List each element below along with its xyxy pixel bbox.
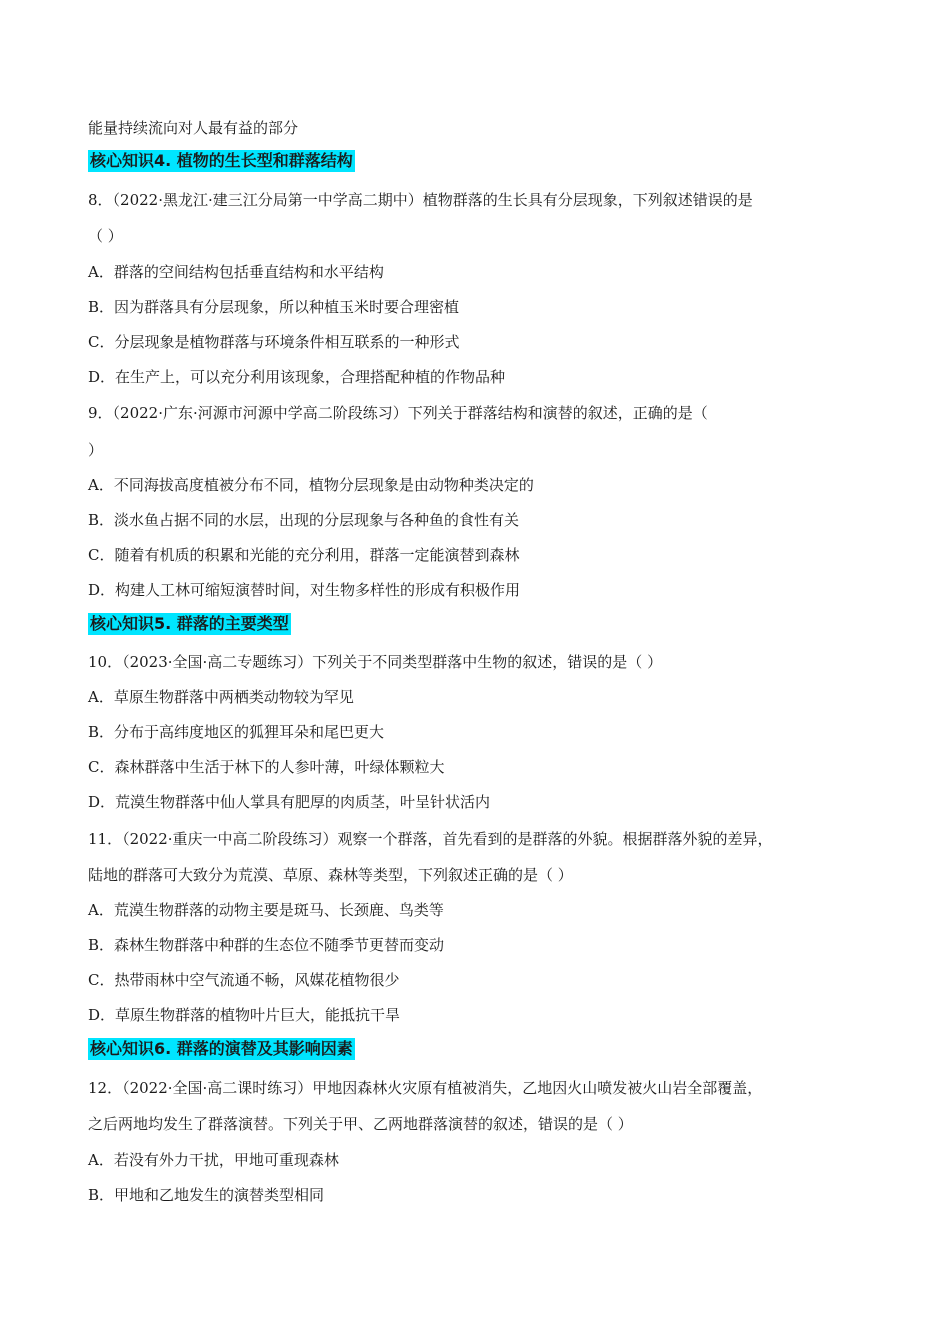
option-d: D．草原生物群落的植物叶片巨大，能抵抗干旱 — [88, 1006, 401, 1024]
option-b: B．淡水鱼占据不同的水层，出现的分层现象与各种鱼的食性有关 — [88, 511, 520, 529]
option-d: D．荒漠生物群落中仙人掌具有肥厚的肉质茎，叶呈针状活内 — [88, 793, 491, 811]
section-heading-6: 核心知识6. 群落的演替及其影响因素 — [90, 1039, 353, 1058]
option-d: D．在生产上，可以充分利用该现象，合理搭配种植的作物品种 — [88, 368, 506, 386]
option-a: A．若没有外力干扰，甲地可重现森林 — [88, 1151, 339, 1169]
option-b: B．甲地和乙地发生的演替类型相同 — [88, 1186, 325, 1204]
question-stem: 10．（2023·全国·高二专题练习）下列关于不同类型群落中生物的叙述，错误的是（ ） — [88, 653, 663, 671]
question-stem-cont: 陆地的群落可大致分为荒漠、草原、森林等类型，下列叙述正确的是（ ） — [88, 866, 573, 884]
continuation-text: 能量持续流向对人最有益的部分 — [88, 119, 299, 137]
option-a: A．草原生物群落中两栖类动物较为罕见 — [88, 688, 354, 706]
option-a: A．群落的空间结构包括垂直结构和水平结构 — [88, 263, 384, 281]
option-c: C．随着有机质的积累和光能的充分利用，群落一定能演替到森林 — [88, 546, 520, 564]
question-stem-cont: ） — [88, 441, 104, 459]
question-stem: 8．（2022·黑龙江·建三江分局第一中学高二期中）植物群落的生长具有分层现象，下列叙述错误的是 — [88, 191, 753, 209]
question-stem: 9．（2022·广东·河源市河源中学高二阶段练习）下列关于群落结构和演替的叙述，正确的是（ — [88, 404, 708, 422]
question-stem: 12．（2022·全国·高二课时练习）甲地因森林火灾原有植被消失，乙地因火山喷发被火山岩全部覆盖， — [88, 1079, 763, 1097]
section-heading-4: 核心知识4. 植物的生长型和群落结构 — [90, 151, 353, 170]
question-stem-cont: 之后两地均发生了群落演替。下列关于甲、乙两地群落演替的叙述，错误的是（ ） — [88, 1115, 633, 1133]
option-c: C．森林群落中生活于林下的人参叶薄，叶绿体颗粒大 — [88, 758, 445, 776]
option-c: C．分层现象是植物群落与环境条件相互联系的一种形式 — [88, 333, 460, 351]
question-stem-cont: （ ） — [88, 227, 123, 245]
option-b: B．森林生物群落中种群的生态位不随季节更替而变动 — [88, 936, 445, 954]
section-heading-5: 核心知识5. 群落的主要类型 — [90, 614, 289, 633]
option-b: B．因为群落具有分层现象，所以种植玉米时要合理密植 — [88, 298, 460, 316]
option-b: B．分布于高纬度地区的狐狸耳朵和尾巴更大 — [88, 723, 385, 741]
option-a: A．不同海拔高度植被分布不同，植物分层现象是由动物种类决定的 — [88, 476, 534, 494]
option-a: A．荒漠生物群落的动物主要是斑马、长颈鹿、鸟类等 — [88, 901, 444, 919]
question-stem: 11．（2022·重庆一中高二阶段练习）观察一个群落，首先看到的是群落的外貌。根据群落外貌的差异， — [88, 830, 773, 848]
option-c: C．热带雨林中空气流通不畅，风媒花植物很少 — [88, 971, 400, 989]
option-d: D．构建人工林可缩短演替时间，对生物多样性的形成有积极作用 — [88, 581, 521, 599]
